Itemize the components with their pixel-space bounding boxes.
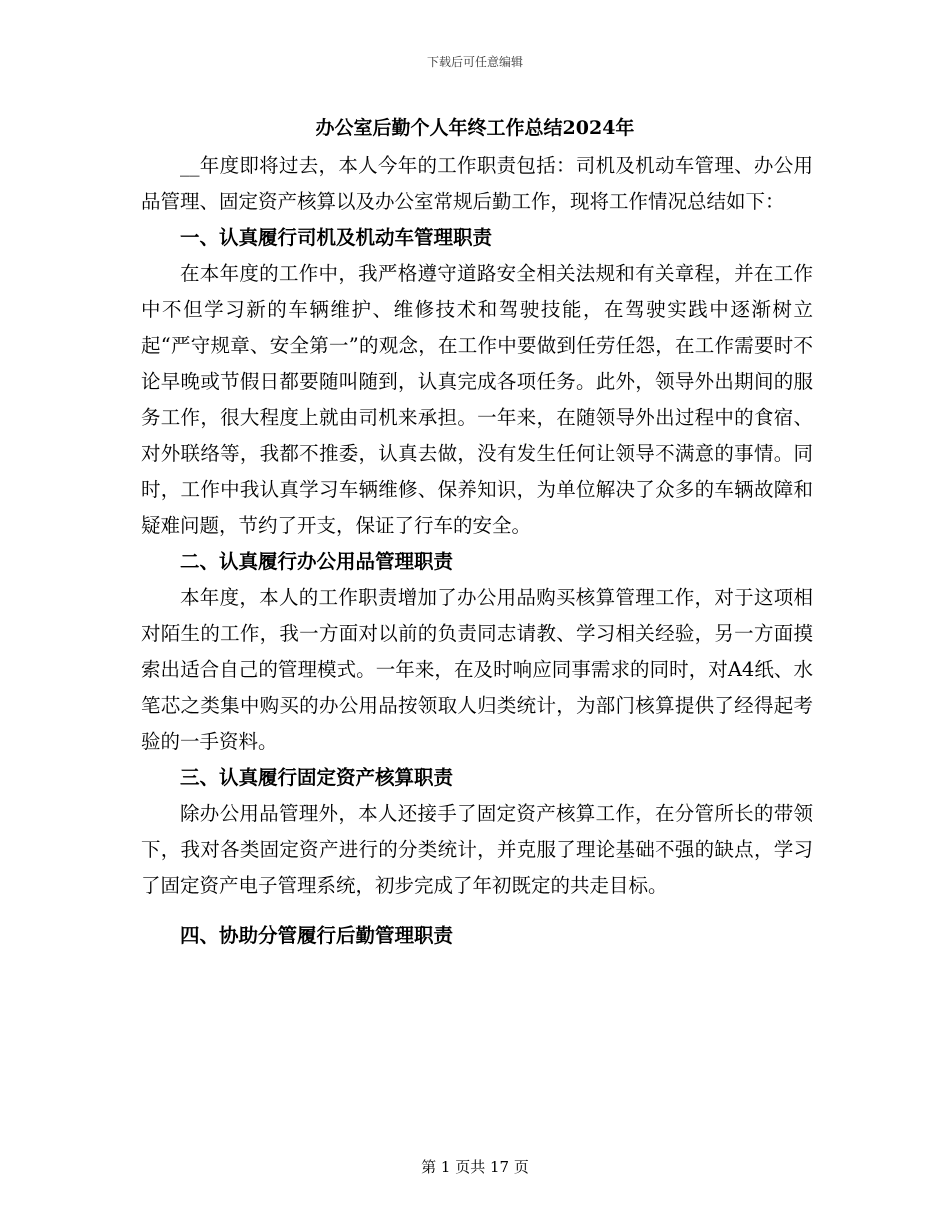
section-body-3: 除办公用品管理外，本人还接手了固定资产核算工作，在分管所长的带领下，我对各类固定资产进行的分类统计，并克服了理论基础不强的缺点，学习了固定资产电子管理系统，初步完成了年初既定的共走目标。 bbox=[141, 802, 813, 897]
document-title: 办公室后勤个人年终工作总结2024年 bbox=[315, 117, 635, 139]
page-number: 第 1 页共 17 页 bbox=[421, 1158, 529, 1176]
section-heading-3: 三、认真履行固定资产核算职责 bbox=[180, 766, 454, 789]
header-note: 下载后可任意编辑 bbox=[426, 55, 523, 69]
section-body-2: 本年度，本人的工作职责增加了办公用品购买核算管理工作，对于这项相对陌生的工作，我一方面对以前的负责同志请教、学习相关经验，另一方面摸索出适合自己的管理模式。一年来，在及时响应同事需求的同时，对A4纸、水笔芯之类集中购买的办公用品按领取人归类统计，为部门核算提供了经得起考验的一手资料。 bbox=[141, 586, 813, 753]
section-heading-1: 一、认真履行司机及机动车管理职责 bbox=[180, 226, 493, 249]
section-heading-4: 四、协助分管履行后勤管理职责 bbox=[180, 924, 454, 947]
document-body bbox=[141, 148, 813, 954]
section-body-1: 在本年度的工作中，我严格遵守道路安全相关法规和有关章程，并在工作中不但学习新的车辆维护、维修技术和驾驶技能，在驾驶实践中逐渐树立起“严守规章、安全第一”的观念，在工作中要做到任劳任怨，在工作需要时不论早晚或节假日都要随叫随到，认真完成各项任务。此外，领导外出期间的服务工作，很大程度上就由司机来承担。一年来，在随领导外出过程中的食宿、对外联络等，我都不推委，认真去做，没有发生任何让领导不满意的事情。同时，工作中我认真学习车辆维修、保养知识，为单位解决了众多的车辆故障和疑难问题，节约了开支，保证了行车的安全。 bbox=[141, 262, 813, 537]
intro-paragraph: __年度即将过去，本人今年的工作职责包括：司机及机动车管理、办公用品管理、固定资产核算以及办公室常规后勤工作，现将工作情况总结如下： bbox=[141, 154, 813, 213]
section-heading-2: 二、认真履行办公用品管理职责 bbox=[180, 550, 454, 573]
